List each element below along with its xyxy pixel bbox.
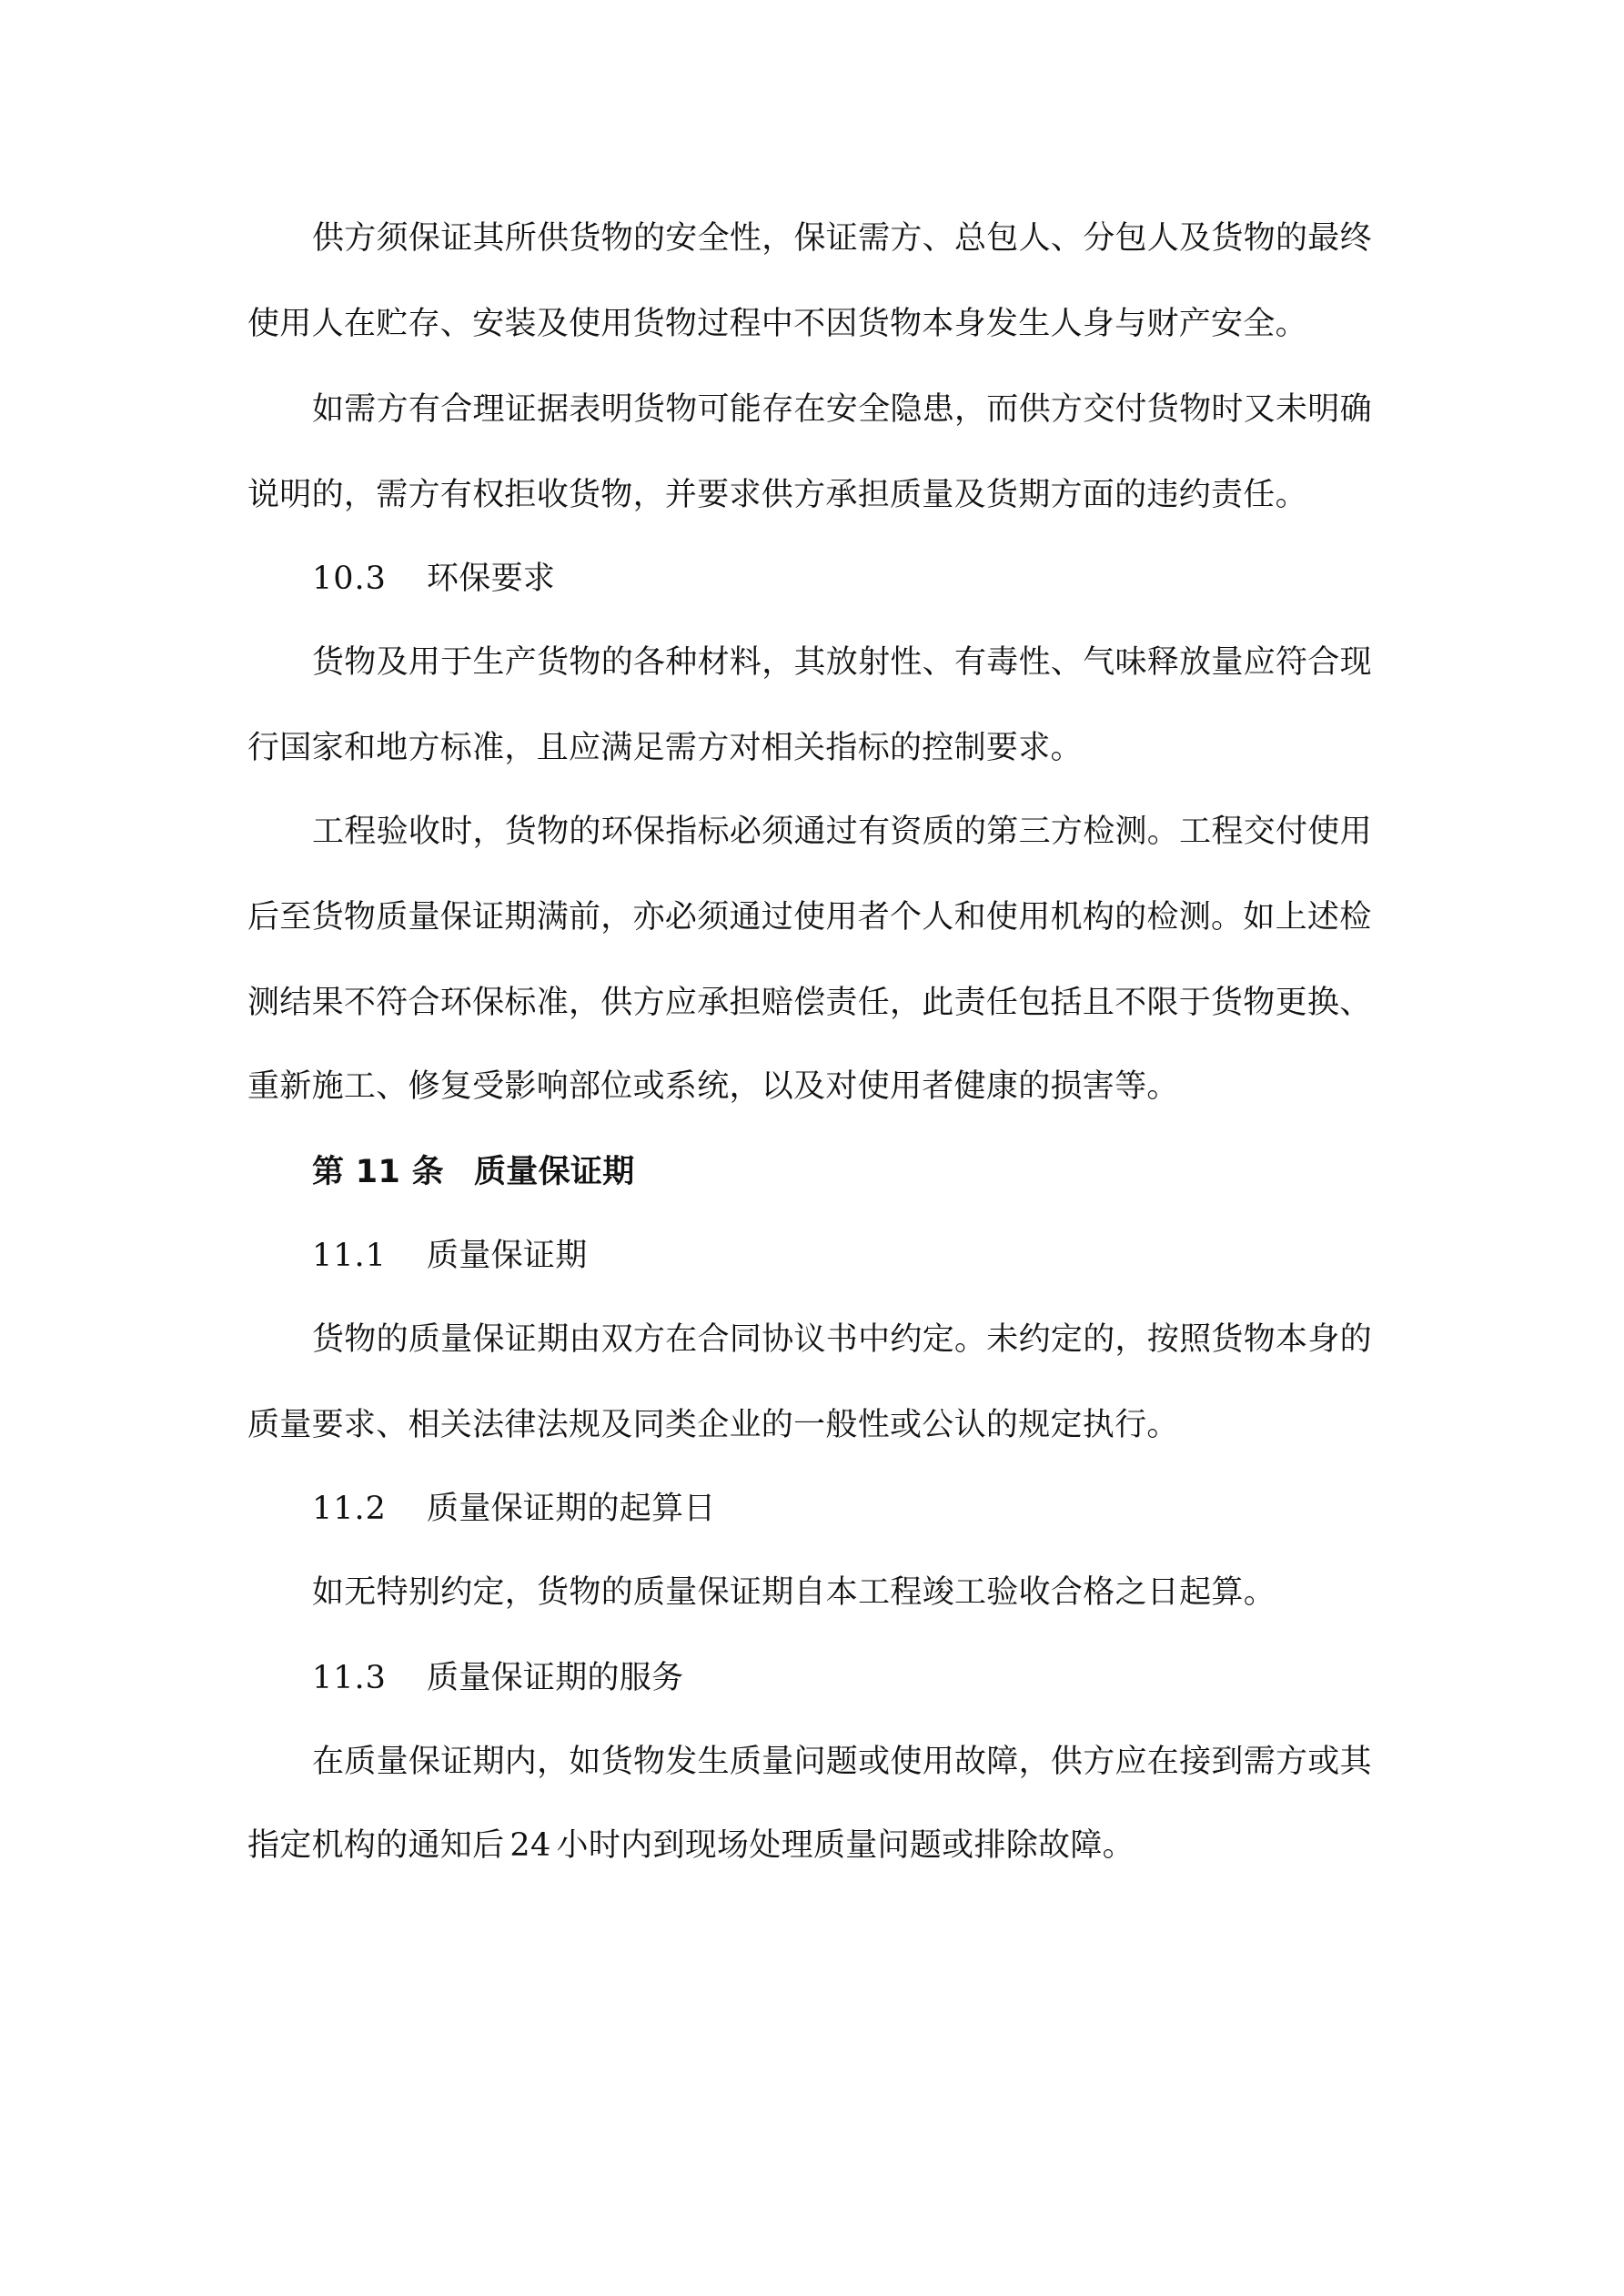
section-heading-11-3 [312,1658,1458,1698]
paragraph-line: 货物的质量保证期由双方在合同协议书中约定。未约定的，按照货物本身的 [312,1321,1372,1358]
paragraph-line: 如需方有合理证据表明货物可能存在安全隐患，而供方交付货物时又未明确 [312,391,1372,428]
hours-number: 24 [509,1827,551,1864]
paragraph-line-with-number [247,1826,1394,1866]
section-title: 质量保证期的起算日 [427,1491,716,1527]
section-number: 11.1 [312,1238,387,1274]
article-heading-11 [312,1152,1458,1192]
section-number: 11.2 [312,1491,387,1527]
section-number: 10.3 [312,561,387,597]
paragraph-line: 供方须保证其所供货物的安全性，保证需方、总包人、分包人及货物的最终 [312,220,1372,257]
text-segment: 小时内到现场处理质量问题或排除故障。 [556,1827,1135,1864]
section-title: 质量保证期的服务 [427,1660,684,1696]
paragraph-line: 在质量保证期内，如货物发生质量问题或使用故障，供方应在接到需方或其 [312,1744,1372,1780]
paragraph-line: 如无特别约定，货物的质量保证期自本工程竣工验收合格之日起算。 [312,1574,1276,1611]
paragraph-line: 测结果不符合环保标准，供方应承担赔偿责任，此责任包括且不限于货物更换、 [247,985,1372,1021]
paragraph-line: 行国家和地方标准，且应满足需方对相关指标的控制要求。 [247,730,1083,766]
article-title: 质量保证期 [474,1154,635,1190]
paragraph-line: 说明的，需方有权拒收货物，并要求供方承担质量及货期方面的违约责任。 [247,477,1307,513]
section-heading-11-1 [312,1236,1458,1276]
paragraph-line: 重新施工、修复受影响部位或系统，以及对使用者健康的损害等。 [247,1068,1179,1105]
paragraph-line: 货物及用于生产货物的各种材料，其放射性、有毒性、气味释放量应符合现 [312,644,1372,681]
section-number: 11.3 [312,1660,387,1696]
section-heading-10-3 [312,559,1458,599]
paragraph-line: 后至货物质量保证期满前，亦必须通过使用者个人和使用机构的检测。如上述检 [247,899,1372,936]
section-title: 质量保证期 [427,1238,588,1274]
section-title: 环保要求 [427,561,556,597]
text-segment: 指定机构的通知后 [247,1827,505,1864]
paragraph-line: 质量要求、相关法律法规及同类企业的一般性或公认的规定执行。 [247,1407,1179,1443]
paragraph-line: 工程验收时，货物的环保指标必须通过有资质的第三方检测。工程交付使用 [312,814,1372,850]
article-label: 第 11 条 [312,1154,444,1190]
section-heading-11-2 [312,1489,1458,1529]
paragraph-line: 使用人在贮存、安装及使用货物过程中不因货物本身发生人身与财产安全。 [247,306,1307,342]
